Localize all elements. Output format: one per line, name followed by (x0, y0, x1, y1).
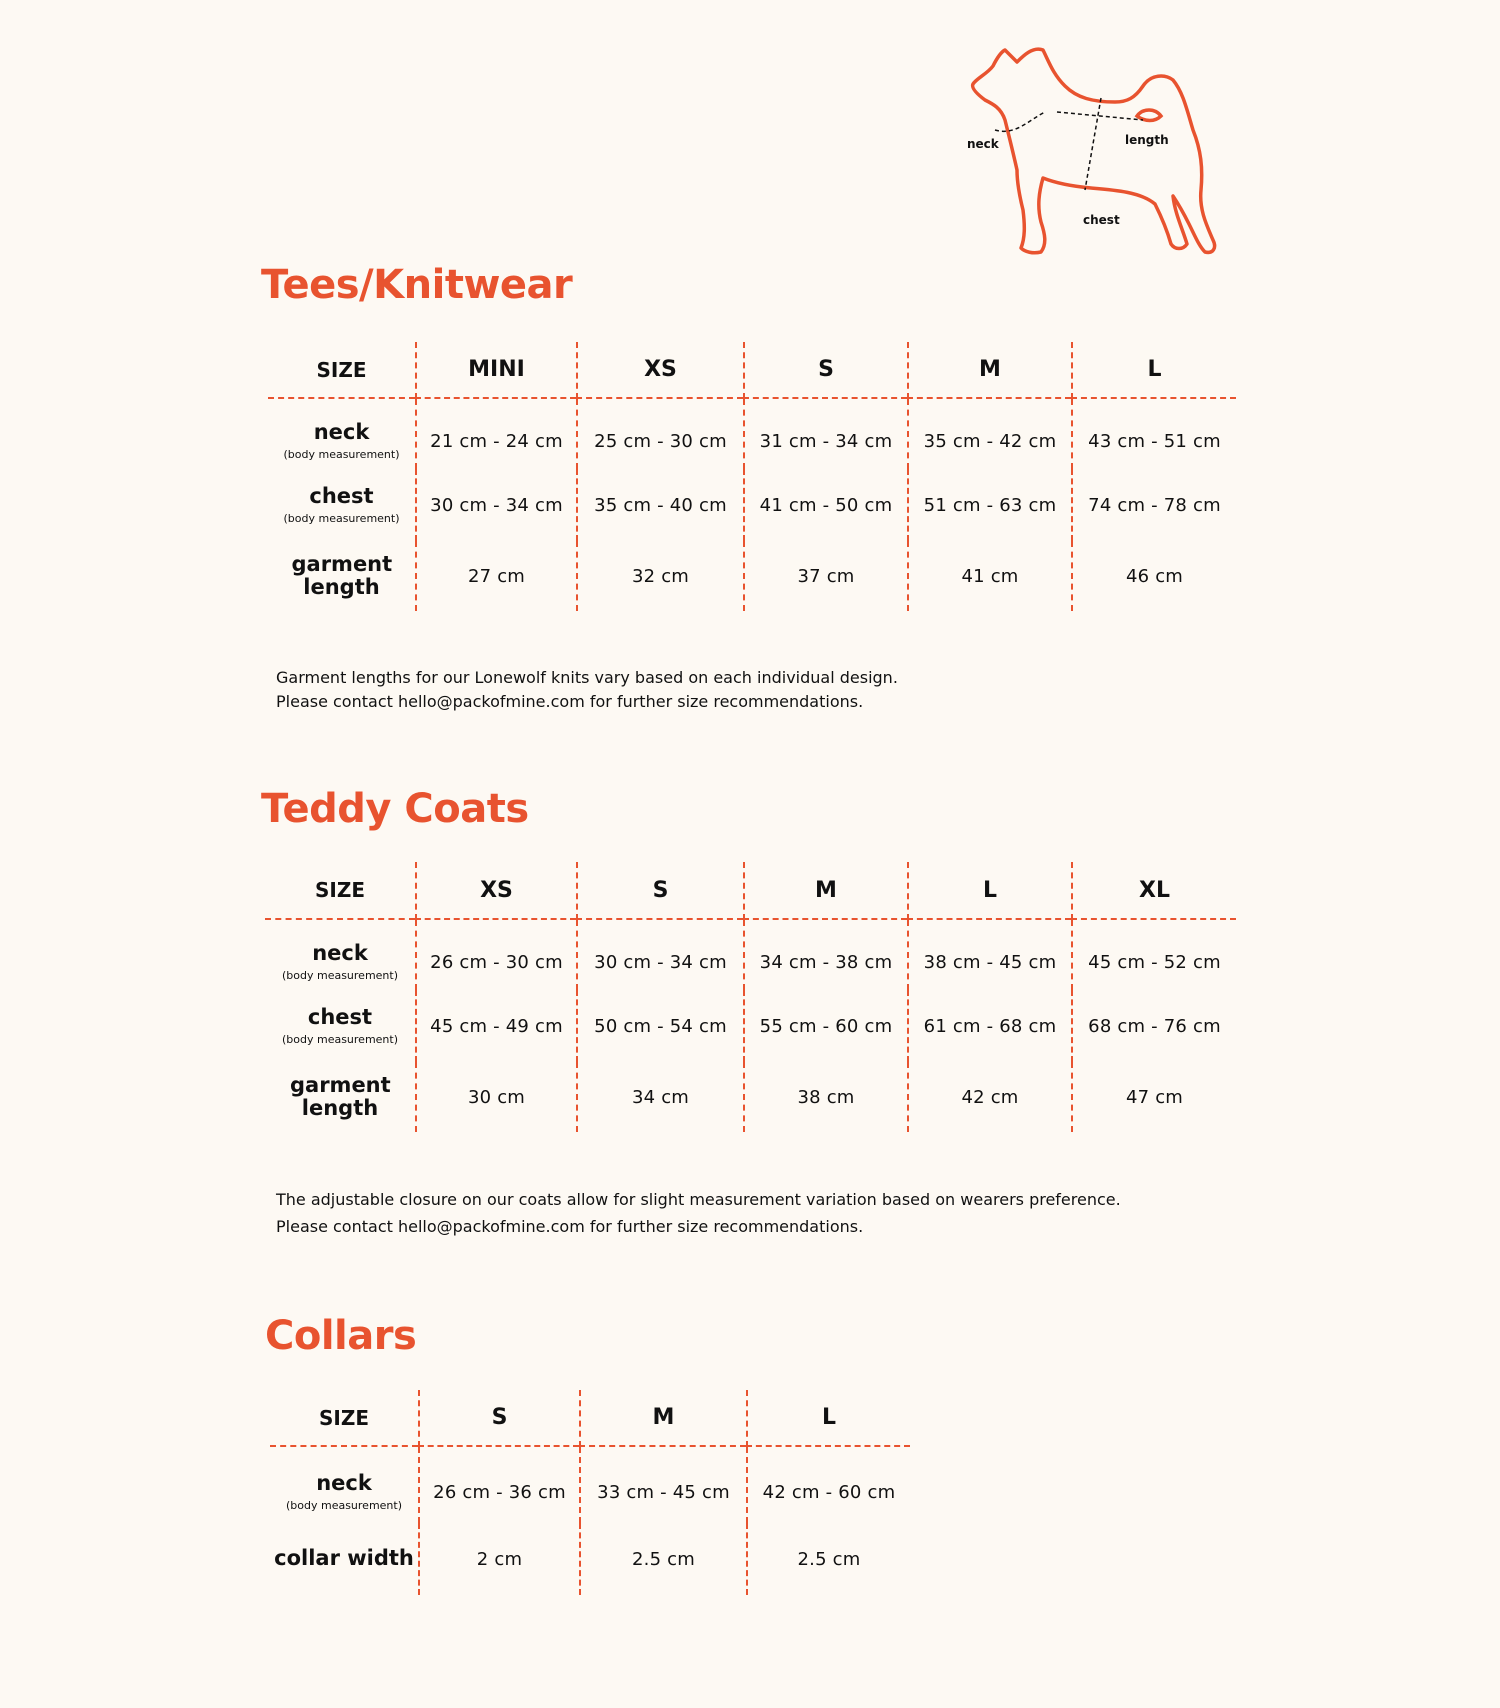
table-cell: 38 cm - 45 cm (907, 920, 1071, 990)
row-name: neck (316, 1471, 372, 1496)
size-table-coats (265, 862, 1236, 1132)
table-cell: 30 cm - 34 cm (415, 469, 576, 541)
row-sub: (body measurement) (285, 1498, 403, 1512)
size-column-xs: XS (576, 342, 743, 399)
row-label-chest (268, 469, 415, 541)
table-cell: 74 cm - 78 cm (1071, 469, 1236, 541)
table-cell: 68 cm - 76 cm (1071, 990, 1236, 1062)
table-cell: 38 cm (743, 1062, 907, 1132)
size-column-xs: XS (415, 862, 576, 920)
note-line: The adjustable closure on our coats allow for slight measurement variation based on wearers preference. (276, 1190, 1121, 1209)
row-label-neck (270, 1447, 418, 1523)
row-sub: (body measurement) (283, 447, 400, 461)
section-title-coats: Teddy Coats (261, 786, 529, 832)
table-cell: 46 cm (1071, 541, 1236, 611)
table-cell: 26 cm - 30 cm (415, 920, 576, 990)
table-cell: 34 cm (576, 1062, 743, 1132)
size-column-l: L (907, 862, 1071, 920)
size-column-m: M (743, 862, 907, 920)
table-cell: 42 cm - 60 cm (746, 1447, 910, 1523)
note-coats (276, 1186, 1121, 1240)
diagram-label-neck: neck (967, 137, 999, 151)
row-name: neck (313, 420, 370, 445)
note-line: Please contact hello@packofmine.com for further size recommendations. (276, 1217, 864, 1236)
row-label-collar-width (270, 1523, 418, 1595)
table-cell: 47 cm (1071, 1062, 1236, 1132)
table-cell: 30 cm - 34 cm (576, 920, 743, 990)
table-cell: 45 cm - 52 cm (1071, 920, 1236, 990)
table-cell: 41 cm - 50 cm (743, 469, 907, 541)
row-label-garment-length (265, 1062, 415, 1132)
row-label-chest (265, 990, 415, 1062)
table-cell: 21 cm - 24 cm (415, 399, 576, 469)
table-cell: 45 cm - 49 cm (415, 990, 576, 1062)
dog-measurement-icon (965, 40, 1235, 275)
size-table-tees (268, 342, 1236, 611)
row-name: chest (309, 484, 374, 509)
row-name: collar width (274, 1546, 414, 1571)
size-column-m: M (579, 1390, 746, 1447)
table-cell: 35 cm - 40 cm (576, 469, 743, 541)
table-cell: 43 cm - 51 cm (1071, 399, 1236, 469)
row-name: garment length (291, 551, 393, 599)
table-cell: 50 cm - 54 cm (576, 990, 743, 1062)
size-column-m: M (907, 342, 1071, 399)
table-cell: 32 cm (576, 541, 743, 611)
row-label-neck (265, 920, 415, 990)
table-cell: 2.5 cm (579, 1523, 746, 1595)
size-header-label: SIZE (265, 862, 415, 920)
size-table-collars (270, 1390, 910, 1595)
table-cell: 33 cm - 45 cm (579, 1447, 746, 1523)
note-tees (276, 666, 898, 714)
row-name: garment length (290, 1072, 391, 1120)
table-cell: 41 cm (907, 541, 1071, 611)
size-header-label: SIZE (268, 342, 415, 399)
diagram-label-length: length (1125, 133, 1169, 147)
size-column-xl: XL (1071, 862, 1236, 920)
size-header-label: SIZE (270, 1390, 418, 1447)
table-cell: 31 cm - 34 cm (743, 399, 907, 469)
section-title-collars: Collars (265, 1313, 417, 1359)
note-line: Garment lengths for our Lonewolf knits vary based on each individual design. (276, 668, 898, 687)
size-column-s: S (418, 1390, 579, 1447)
row-sub: (body measurement) (281, 1032, 399, 1046)
table-cell: 61 cm - 68 cm (907, 990, 1071, 1062)
row-label-neck (268, 399, 415, 469)
size-column-s: S (576, 862, 743, 920)
table-cell: 34 cm - 38 cm (743, 920, 907, 990)
row-name: chest (307, 1005, 373, 1030)
table-cell: 25 cm - 30 cm (576, 399, 743, 469)
size-column-mini: MINI (415, 342, 576, 399)
row-name: neck (312, 941, 368, 966)
table-cell: 37 cm (743, 541, 907, 611)
table-cell: 27 cm (415, 541, 576, 611)
size-column-s: S (743, 342, 907, 399)
diagram-label-chest: chest (1083, 213, 1120, 227)
note-line: Please contact hello@packofmine.com for further size recommendations. (276, 692, 864, 711)
table-cell: 35 cm - 42 cm (907, 399, 1071, 469)
table-cell: 51 cm - 63 cm (907, 469, 1071, 541)
table-cell: 55 cm - 60 cm (743, 990, 907, 1062)
size-column-l: L (1071, 342, 1236, 399)
row-label-garment-length (268, 541, 415, 611)
section-title-tees: Tees/Knitwear (261, 262, 573, 308)
size-column-l: L (746, 1390, 910, 1447)
table-cell: 30 cm (415, 1062, 576, 1132)
table-cell: 42 cm (907, 1062, 1071, 1132)
row-sub: (body measurement) (283, 511, 400, 525)
table-cell: 26 cm - 36 cm (418, 1447, 579, 1523)
row-sub: (body measurement) (281, 968, 399, 982)
table-cell: 2.5 cm (746, 1523, 910, 1595)
table-cell: 2 cm (418, 1523, 579, 1595)
